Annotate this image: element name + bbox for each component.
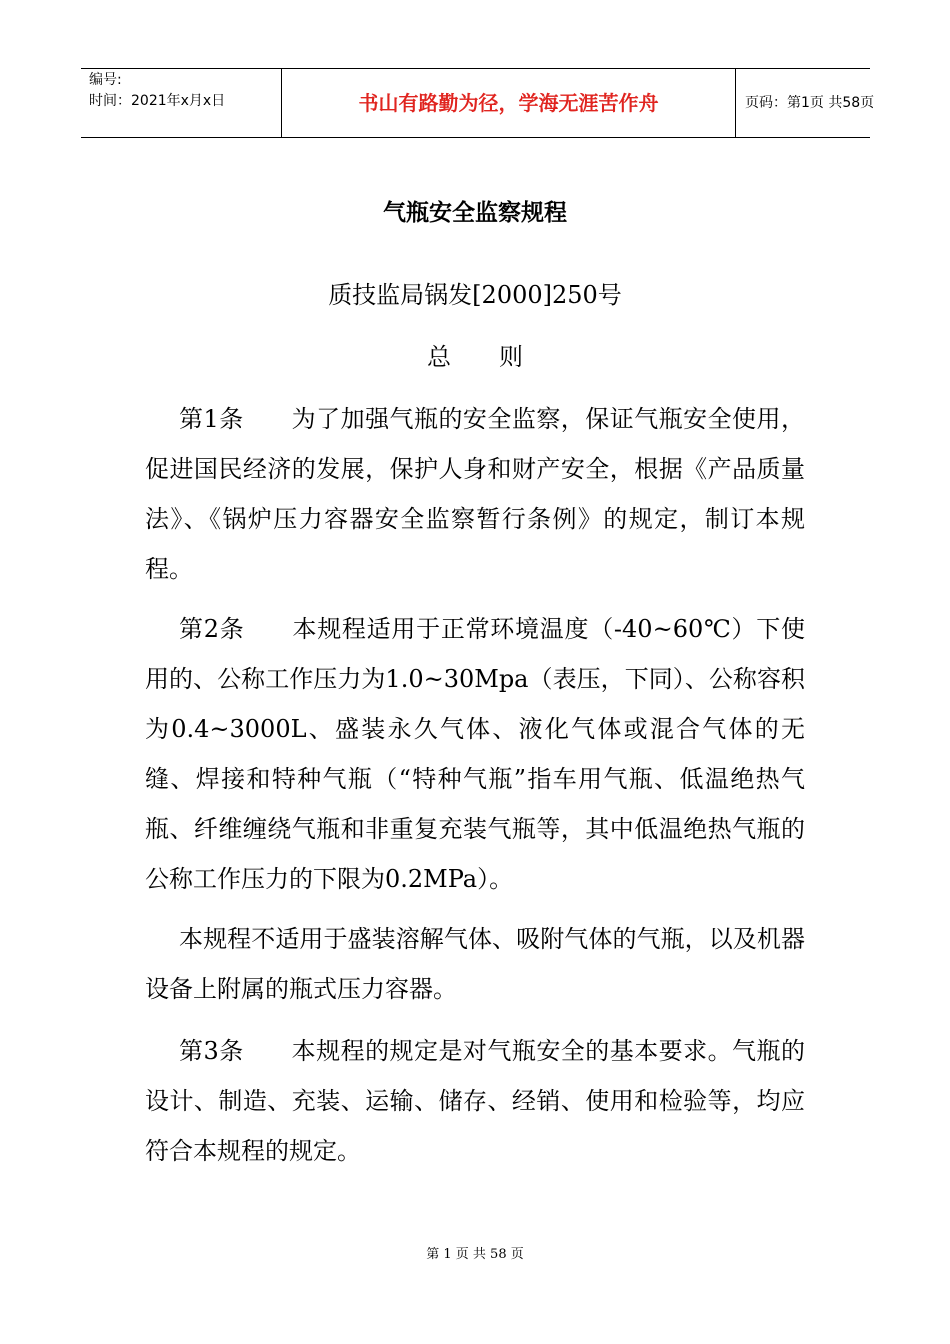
document-number: 质技监局锅发[2000]250号: [328, 281, 622, 309]
page-footer: 第 1 页 共 58 页: [426, 1247, 524, 1262]
page-header: [81, 68, 875, 138]
article-3-label: 第3条: [179, 1037, 244, 1065]
article-1-text: 为了加强气瓶的安全监察，保证气瓶安全使用，促进国民经济的发展，保护人身和财产安全，根据《产品质量法》、《锅炉压力容器安全监察暂行条例》的规定，制订本规程。: [145, 405, 805, 583]
header-info-cell: [81, 69, 281, 137]
article-1-label: 第1条: [179, 405, 244, 433]
page-code: 页码：第1页 共58页: [745, 95, 875, 111]
article-2-paragraph: [145, 604, 805, 904]
article-3-text: 本规程的规定是对气瓶安全的基本要求。气瓶的设计、制造、充装、运输、储存、经销、使用和检验等，均应符合本规程的规定。: [145, 1037, 805, 1165]
section-heading: [0, 342, 950, 372]
header-page-cell: [735, 69, 875, 137]
time-label: 时间：2021年x月x日: [89, 93, 226, 109]
motto: 书山有路勤为径，学海无涯苦作舟: [358, 91, 659, 115]
article-3-paragraph: [145, 1026, 805, 1176]
article-2-exclusion-paragraph: [145, 914, 805, 1014]
article-2-label: 第2条: [179, 615, 245, 643]
document-title: 气瓶安全监察规程: [383, 200, 567, 226]
article-2-text: 本规程适用于正常环境温度（-40~60℃）下使用的、公称工作压力为1.0~30Mpa（表压，下同）、公称容积为0.4~3000L、盛装永久气体、液化气体或混合气体的无缝、焊接和特种气瓶（“特种气瓶”指车用气瓶、低温绝热气瓶、纤维缠绕气瓶和非重复充装气瓶等，其中低温绝热气瓶的公称工作压力的下限为0.2MPa）。: [145, 615, 805, 893]
article-2-exclusion-text: 本规程不适用于盛装溶解气体、吸附气体的气瓶，以及机器设备上附属的瓶式压力容器。: [145, 925, 805, 1003]
header-motto-cell: [281, 69, 736, 137]
number-label: 编号:: [89, 72, 122, 88]
section-heading-char-1: 总: [427, 343, 451, 371]
section-heading-char-2: 则: [499, 343, 523, 371]
article-1-paragraph: [145, 394, 805, 594]
